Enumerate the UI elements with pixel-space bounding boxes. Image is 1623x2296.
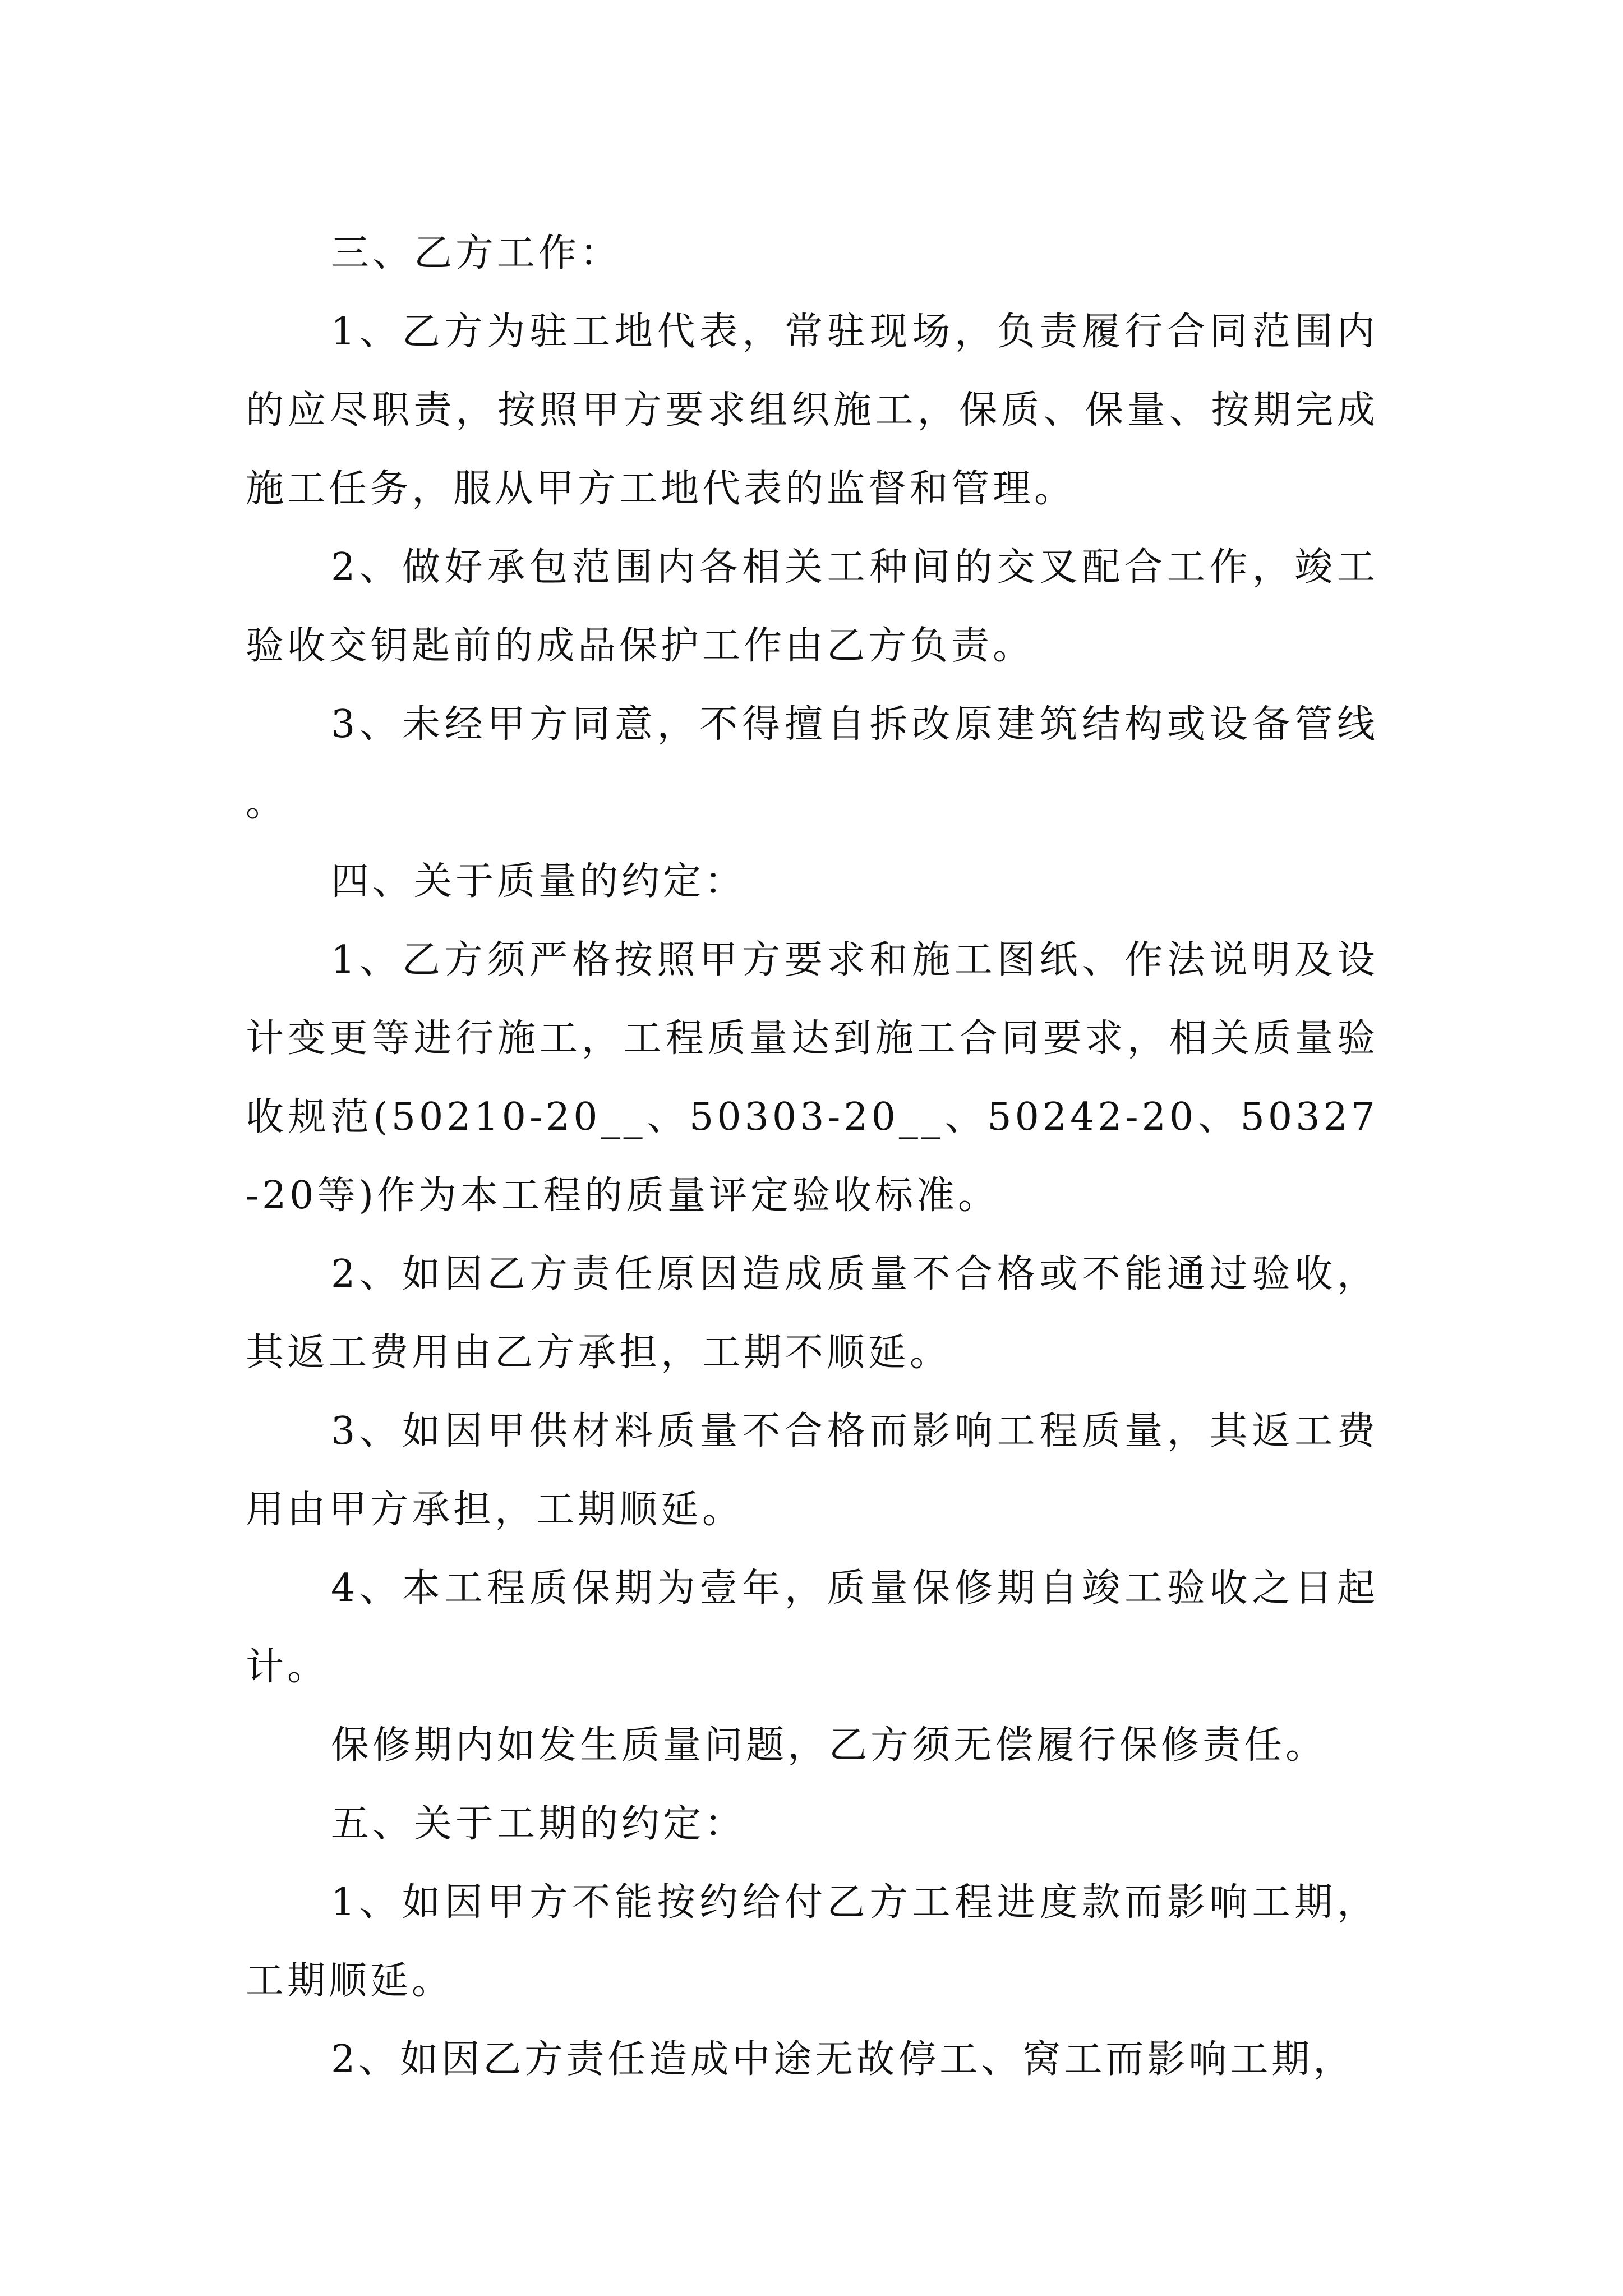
- clause-3-2: 2、做好承包范围内各相关工种间的交叉配合工作，竣工验收交钥匙前的成品保护工作由乙方负责。: [246, 545, 1378, 668]
- document-body: [246, 214, 1378, 2099]
- clause-5-1: 1、如因甲方不能按约给付乙方工程进度款而影响工期，工期顺延。: [246, 1880, 1378, 2003]
- section-heading-5: 五、关于工期的约定：: [331, 1802, 746, 1846]
- clause-4-1: 1、乙方须严格按照甲方要求和施工图纸、作法说明及设计变更等进行施工，工程质量达到施工合同要求，相关质量验收规范(50210-20__、50303-20__、50242-20、50327-20等)作为本工程的质量评定验收标准。: [246, 938, 1378, 1218]
- section-heading-4: 四、关于质量的约定：: [331, 859, 746, 904]
- clause-3-3: 3、未经甲方同意，不得擅自拆改原建筑结构或设备管线。: [246, 702, 1378, 825]
- warranty-note: 保修期内如发生质量问题，乙方须无偿履行保修责任。: [331, 1723, 1327, 1768]
- clause-4-4: 4、本工程质保期为壹年，质量保修期自竣工验收之日起计。: [246, 1566, 1378, 1689]
- clause-3-1: 1、乙方为驻工地代表，常驻现场，负责履行合同范围内的应尽职责，按照甲方要求组织施工，保质、保量、按期完成施工任务，服从甲方工地代表的监督和管理。: [246, 310, 1378, 511]
- section-heading-3: 三、乙方工作：: [331, 231, 622, 275]
- clause-4-3: 3、如因甲供材料质量不合格而影响工程质量，其返工费用由甲方承担，工期顺延。: [246, 1409, 1378, 1532]
- clause-5-2: 2、如因乙方责任造成中途无故停工、窝工而影响工期，: [331, 2037, 1355, 2082]
- clause-4-2: 2、如因乙方责任原因造成质量不合格或不能通过验收，其返工费用由乙方承担，工期不顺延。: [246, 1252, 1378, 1375]
